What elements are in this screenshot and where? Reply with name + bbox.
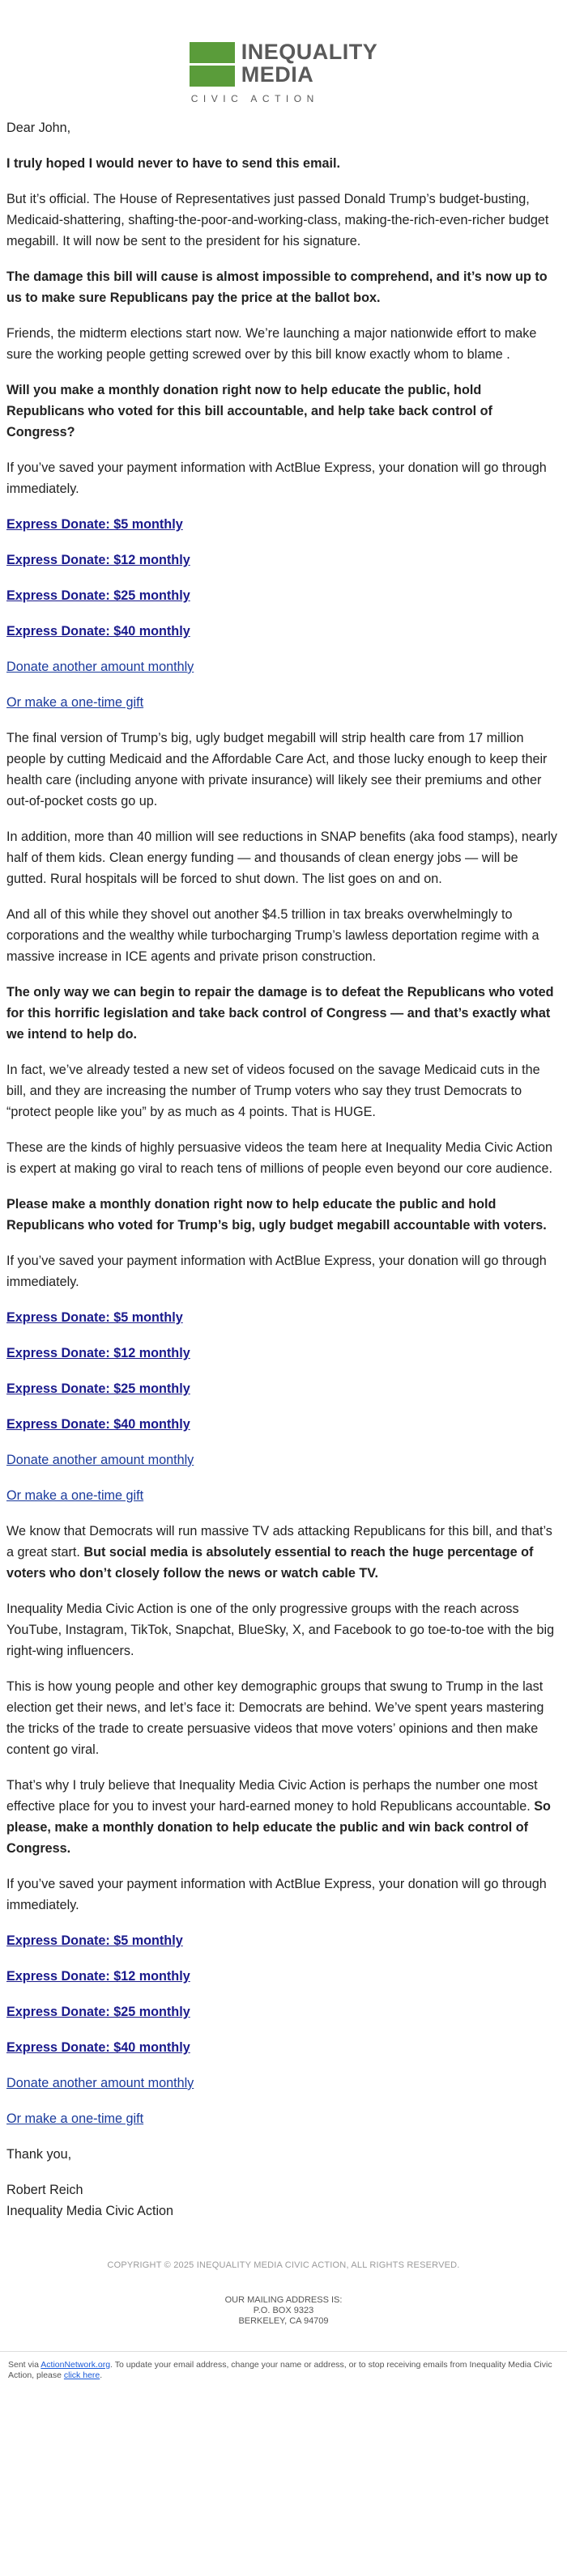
paragraph-11: These are the kinds of highly persuasive videos the team here at Inequality Media Civic Action is expert at making go viral to reach tens of millions of people even beyond our core audience.: [6, 1140, 552, 1176]
sent-via-prefix: Sent via: [8, 2360, 41, 2370]
paragraph-15: This is how young people and other key demographic groups that swung to Trump in the last election get their news, and let’s face it: Democrats are behind. We’ve spent years mastering the tricks of the trade to create persuasive videos that move voters’ opinions and then make content go viral.: [6, 1679, 544, 1757]
one-time-gift-link[interactable]: Or make a one-time gift: [6, 1488, 144, 1503]
express-donate-5-link[interactable]: Express Donate: $5 monthly: [6, 517, 183, 532]
paragraph-4: Friends, the midterm elections start now. We’re launching a major nationwide effort to make sure the working people getting screwed over by this bill know exactly whom to blame .: [6, 326, 537, 362]
paragraph-14: Inequality Media Civic Action is one of the only progressive groups with the reach across YouTube, Instagram, TikTok, Snapchat, BlueSky, X, and Facebook to go toe-to-toe with the big right-wing influencers.: [6, 1602, 555, 1658]
logo-word-2: MEDIA: [241, 62, 314, 87]
email-footer: [0, 2260, 567, 2327]
one-time-gift-link[interactable]: Or make a one-time gift: [6, 2111, 144, 2126]
logo-subtitle: CIVIC ACTION: [190, 93, 319, 104]
paragraph-8: And all of this while they shovel out another $4.5 trillion in tax breaks overwhelmingly to corporations and the wealthy while turbocharging Trump’s lawless deportation regime with a massive increase in ICE agents and private prison construction.: [6, 907, 539, 964]
actblue-note-3: If you’ve saved your payment information with ActBlue Express, your donation will go through immediately.: [6, 1877, 547, 1912]
paragraph-1: I truly hoped I would never to have to send this email.: [6, 156, 340, 171]
paragraph-10: In fact, we’ve already tested a new set of videos focused on the savage Medicaid cuts in the bill, and they are increasing the number of Trump voters who say they trust Democrats to “protect people like you” by as much as 4 points. That is HUGE.: [6, 1063, 540, 1119]
express-donate-25-link[interactable]: Express Donate: $25 monthly: [6, 2005, 190, 2019]
express-donate-12-link[interactable]: Express Donate: $12 monthly: [6, 553, 190, 567]
donate-other-amount-link[interactable]: Donate another amount monthly: [6, 1453, 194, 1467]
mailing-address-label: OUR MAILING ADDRESS IS:: [224, 2295, 343, 2305]
logo-mark: [190, 42, 235, 87]
donate-other-amount-link[interactable]: Donate another amount monthly: [6, 660, 194, 674]
express-donate-25-link[interactable]: Express Donate: $25 monthly: [6, 1381, 190, 1396]
paragraph-16: [6, 1775, 561, 1859]
sign-off: Thank you,: [6, 2147, 72, 2162]
mailing-address: [0, 2295, 567, 2327]
logo-word-1: INEQUALITY: [241, 40, 378, 64]
paragraph-6: The final version of Trump’s big, ugly budget megabill will strip health care from 17 million people by cutting Medicaid and the Affordable Care Act, and those lucky enough to keep their health care (including anyone with private insurance) will likely see their premiums and other out-of-pocket costs go up.: [6, 731, 548, 808]
paragraph-3: The damage this bill will cause is almost impossible to comprehend, and it’s now up to us to make sure Republicans pay the price at the ballot box.: [6, 269, 548, 305]
signature-org: Inequality Media Civic Action: [6, 2204, 174, 2218]
paragraph-13: [6, 1521, 561, 1584]
mailing-address-city: BERKELEY, CA 94709: [238, 2316, 329, 2326]
express-donate-40-link[interactable]: Express Donate: $40 monthly: [6, 2040, 190, 2055]
express-donate-12-link[interactable]: Express Donate: $12 monthly: [6, 1969, 190, 1984]
mailing-address-box: P.O. BOX 9323: [253, 2306, 314, 2315]
unsubscribe-link[interactable]: click here: [63, 2370, 100, 2380]
actblue-note-2: If you’ve saved your payment information with ActBlue Express, your donation will go through immediately.: [6, 1254, 547, 1289]
signature: [6, 2179, 561, 2222]
inequality-media-logo: [190, 40, 378, 104]
logo-bar-top: [190, 42, 235, 63]
paragraph-9: The only way we can begin to repair the damage is to defeat the Republicans who voted for this horrific legislation and take back control of Congress — and that’s exactly what we intend to help do.: [6, 985, 554, 1042]
paragraph-5: Will you make a monthly donation right now to help educate the public, hold Republicans who voted for this bill accountable, and help take back control of Congress?: [6, 383, 492, 439]
express-donate-25-link[interactable]: Express Donate: $25 monthly: [6, 588, 190, 603]
one-time-gift-link[interactable]: Or make a one-time gift: [6, 695, 144, 710]
actblue-note-1: If you’ve saved your payment information with ActBlue Express, your donation will go through immediately.: [6, 460, 547, 496]
logo-bar-bottom: [190, 66, 235, 87]
sent-via-notice: [0, 2351, 567, 2397]
copyright-notice: COPYRIGHT © 2025 INEQUALITY MEDIA CIVIC ACTION, ALL RIGHTS RESERVED.: [107, 2260, 460, 2270]
sent-via-suffix: .: [100, 2370, 103, 2380]
donate-other-amount-link[interactable]: Donate another amount monthly: [6, 2076, 194, 2090]
paragraph-2: But it’s official. The House of Representatives just passed Donald Trump’s budget-busting, Medicaid-shattering, shafting-the-poor-and-working-class, making-the-rich-even-richer budget megabill. It will now be sent to the president for his signature.: [6, 192, 549, 248]
signature-name: Robert Reich: [6, 2183, 83, 2197]
paragraph-12: Please make a monthly donation right now to help educate the public and hold Republicans who voted for Trump’s big, ugly budget megabill accountable with voters.: [6, 1197, 547, 1233]
actionnetwork-link[interactable]: ActionNetwork.org: [40, 2360, 111, 2370]
express-donate-40-link[interactable]: Express Donate: $40 monthly: [6, 1417, 190, 1432]
sent-via-text: . To update your email address, change your name or address, or to stop receiving emails from Inequality Media Civic Action, please: [8, 2360, 552, 2380]
paragraph-7: In addition, more than 40 million will see reductions in SNAP benefits (aka food stamps), nearly half of them kids. Clean energy funding — and thousands of clean energy jobs — will be gutted. Rural hospitals will be forced to shut down. The list goes on and on.: [6, 830, 557, 886]
express-donate-12-link[interactable]: Express Donate: $12 monthly: [6, 1346, 190, 1360]
greeting: Dear John,: [6, 121, 71, 135]
express-donate-40-link[interactable]: Express Donate: $40 monthly: [6, 624, 190, 639]
paragraph-16-bold: So please, make a monthly donation to help educate the public and win back control of Congress.: [6, 1799, 551, 1856]
paragraph-13-bold: But social media is absolutely essential to reach the huge percentage of voters who don’t closely follow the news or watch cable TV.: [6, 1545, 534, 1581]
express-donate-5-link[interactable]: Express Donate: $5 monthly: [6, 1310, 183, 1325]
paragraph-16-plain: That’s why I truly believe that Inequality Media Civic Action is perhaps the number one most effective place for you to invest your hard-earned money to hold Republicans accountable.: [6, 1778, 538, 1814]
email-body: [0, 117, 567, 2222]
paragraph-13-plain: We know that Democrats will run massive TV ads attacking Republicans for this bill, and that’s a great start.: [6, 1524, 552, 1560]
logo-area: [0, 0, 567, 117]
express-donate-5-link[interactable]: Express Donate: $5 monthly: [6, 1933, 183, 1948]
